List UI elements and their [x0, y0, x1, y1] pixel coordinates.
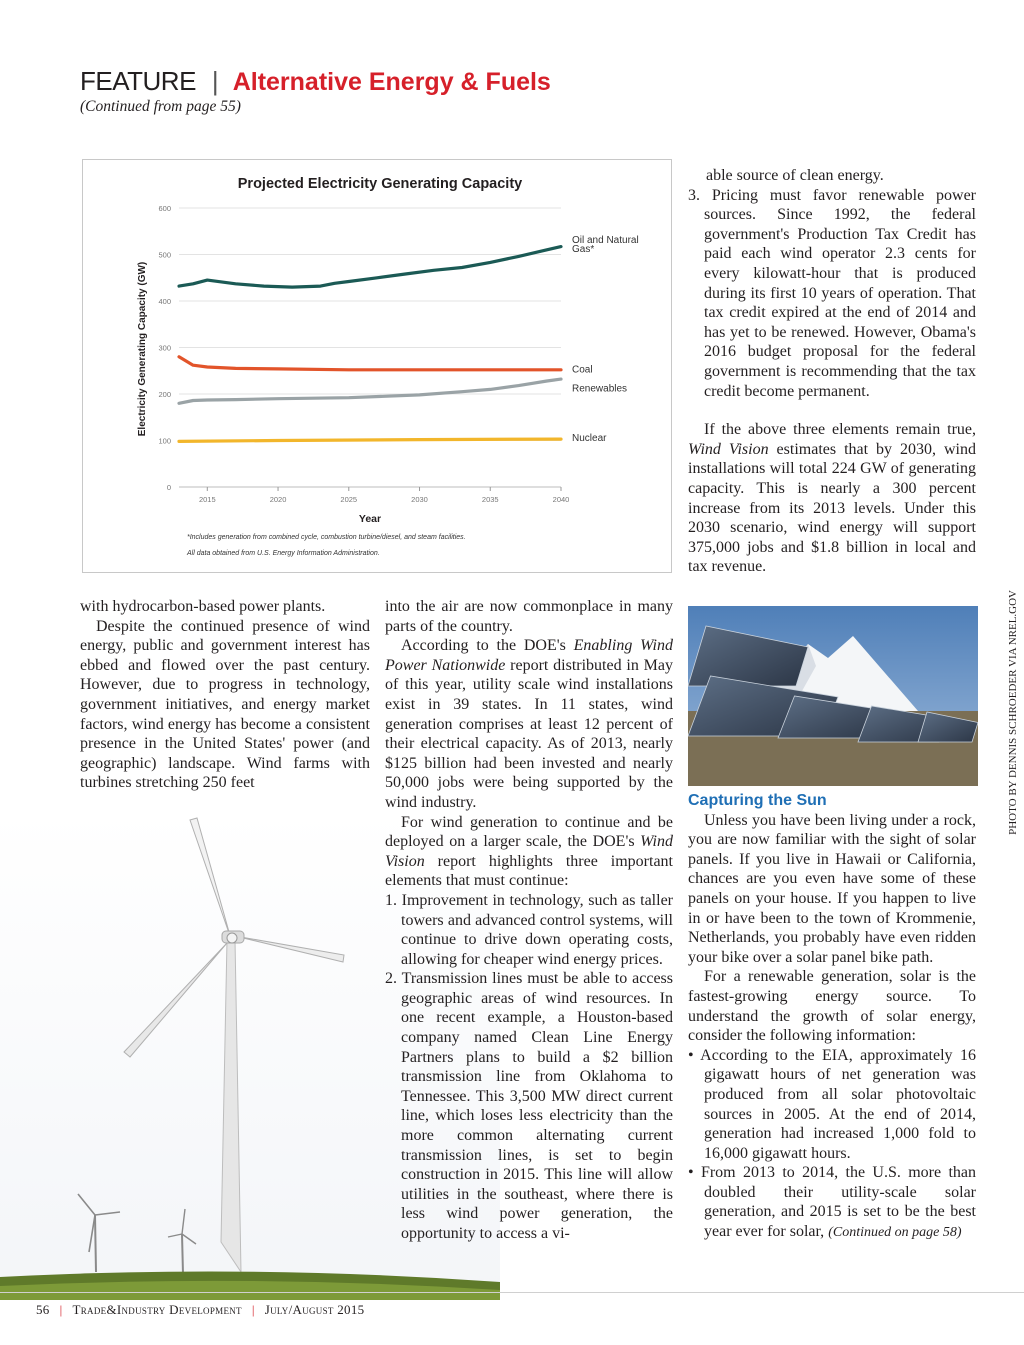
y-tick-label: 300 — [158, 343, 171, 353]
col1-paragraph-2: Despite the continued presence of wind energy, public and government interest has ebbed and flowed over the past century. However, due to progress in technology, government initiatives, and energy market factors, wind energy has become a consistent presence in the United States' power (and geographic) landscape. Wind farms with turbines stretching 250 feet — [80, 617, 370, 792]
page-number: 56 — [36, 1302, 50, 1317]
legend-label: Oil and Natural Gas* — [572, 234, 639, 256]
col2-paragraph-3: For wind generation to continue and be deployed on a larger scale, the DOE's Wind Vision report highlights three important elements that must continue: — [385, 813, 673, 890]
col3-bullet-1: • According to the EIA, approximately 16 gigawatt hours of net generation was produced from all solar photovoltaic sources in 2005. At the end of 2014, generation had increased 1,000 fold to 16,000 gigawatt hours. — [688, 1046, 976, 1162]
distant-turbine-2-tower — [182, 1234, 183, 1274]
legend-label: Coal — [572, 364, 593, 376]
col3-paragraph-2: If the above three elements remain true, Wind Vision estimates that by 2030, wind installations will total 224 GW of generating capacity. This is nearly a 300 percent increase from its 2013 levels. Under this 2030 scenario, wind energy will support 375,000 jobs and $1.8 billion in local and tax revenue. — [688, 421, 977, 576]
column-1 — [80, 597, 370, 793]
section-heading: Capturing the Sun — [688, 792, 827, 809]
legend-label: Renewables — [572, 383, 628, 395]
col3-list-item-3: 3. Pricing must favor renewable power sources. Since 1992, the federal government's Production Tax Credit has paid each wind operator 2.3 cents for every kilowatt-hour that is produced during its first 10 years of operation. That tax credit expired at the end of 2014 and has yet to be renewed. However, Obama's 2016 budget proposal for the federal government is recommending that the tax credit become permanent. — [688, 186, 976, 400]
chart-title: Projected Electricity Generating Capacity — [237, 176, 523, 192]
turbine-hub — [227, 933, 237, 943]
section-topic: Alternative Energy & Fuels — [232, 68, 551, 96]
page-footer: 56 | Trade&Industry Development | July/August 2015 — [36, 1302, 365, 1317]
y-tick-label: 100 — [158, 436, 171, 446]
continued-on: (Continued on page 58) — [828, 1225, 962, 1241]
chart-footnote-1: *Includes generation from combined cycle, combustion turbine/diesel, and steam facilities. — [187, 534, 466, 541]
continued-from: (Continued from page 55) — [80, 98, 241, 115]
x-tick-label: 2035 — [481, 495, 499, 504]
x-tick-label: 2030 — [411, 495, 428, 504]
series-line — [179, 247, 561, 288]
section-label: FEATURE — [80, 66, 196, 96]
column-3-bottom — [688, 791, 976, 1243]
series-line — [179, 379, 561, 403]
chart-panel — [82, 159, 672, 573]
col2-paragraph-1: into the air are now commonplace in many parts of the country. — [385, 598, 673, 635]
col3-paragraph-4: For a renewable generation, solar is the fastest-growing energy source. To understand the growth of solar energy, consider the following information: — [688, 968, 976, 1045]
col2-paragraph-2: According to the DOE's Enabling Wind Power Nationwide report distributed in May of this year, utility scale wind installations exist in 39 states. In 11 states, wind generation comprises at least 12 percent of their electrical capacity. As of 2013, nearly $125 billion had been invested and nearly 50,000 jobs were being supported by the wind industry. — [385, 637, 673, 811]
y-tick-label: 500 — [158, 250, 171, 260]
x-tick-label: 2020 — [269, 495, 287, 504]
col3-bullet-2: • From 2013 to 2014, the U.S. more than doubled their utility-scale solar generation, and 2015 is set to be the best year ever for solar, (Continued on page 58) — [688, 1164, 976, 1241]
series-line — [179, 439, 561, 441]
y-tick-label: 400 — [158, 297, 171, 306]
photo-credit: PHOTO BY DENNIS SCHROEDER VIA NREL.GOV — [1007, 590, 1019, 835]
column-3-top — [688, 166, 976, 577]
col3-paragraph-1: able source of clean energy. — [706, 167, 884, 184]
legend-label: Nuclear — [572, 433, 607, 445]
col2-list-item-1: 1. Improvement in technology, such as taller towers and advanced control systems, will continue to drive down operating costs, allowing for cheaper wind energy prices. — [385, 891, 673, 968]
x-tick-label: 2040 — [552, 495, 570, 504]
series-line — [179, 357, 561, 370]
col2-list-item-2: 2. Transmission lines must be able to access geographic areas of wind resources. In one recent example, a Houston-based company named Clean Line Energy Partners plans to build a $2 billion transmission line from Oklahoma to Tennessee. This 3,500 MW direct current line, which loses less electricity than the more common alternating current transmission lines, is set to begin construction in 2015. This line will allow utilities in the southeast, where there is less wind power generation, the opportunity to access a vi- — [385, 970, 673, 1242]
chart-footnote-2: All data obtained from U.S. Energy Information Administration. — [187, 550, 380, 557]
y-tick-label: 200 — [158, 390, 171, 399]
x-tick-label: 2015 — [198, 495, 216, 504]
chart-xlabel: Year — [358, 513, 382, 525]
capacity-chart — [83, 160, 671, 572]
col3-paragraph-3: Unless you have been living under a rock, you are now familiar with the sight of solar panels. If you live in Hawaii or California, chances are you even have some of these panels on your house. If you happen to live in or have been to the town of Krommenie, Netherlands, you probably have even ridden your bike over a solar panel bike path. — [688, 811, 976, 966]
footer-rule — [0, 1292, 1024, 1293]
y-tick-label: 600 — [158, 204, 171, 213]
solar-panels-photo — [688, 606, 978, 786]
x-tick-label: 2025 — [340, 495, 358, 504]
y-tick-label: 0 — [166, 483, 171, 492]
distant-turbine-1-tower — [95, 1215, 96, 1272]
column-2 — [385, 597, 673, 1244]
publication-name: Trade&Industry Development — [72, 1302, 242, 1317]
feature-header — [80, 66, 551, 102]
chart-ylabel: Electricity Generating Capacity (GW) — [137, 261, 148, 437]
col1-paragraph-1: with hydrocarbon-based power plants. — [80, 598, 326, 615]
issue-date: July/August 2015 — [264, 1302, 365, 1317]
header-divider: | — [211, 66, 219, 96]
